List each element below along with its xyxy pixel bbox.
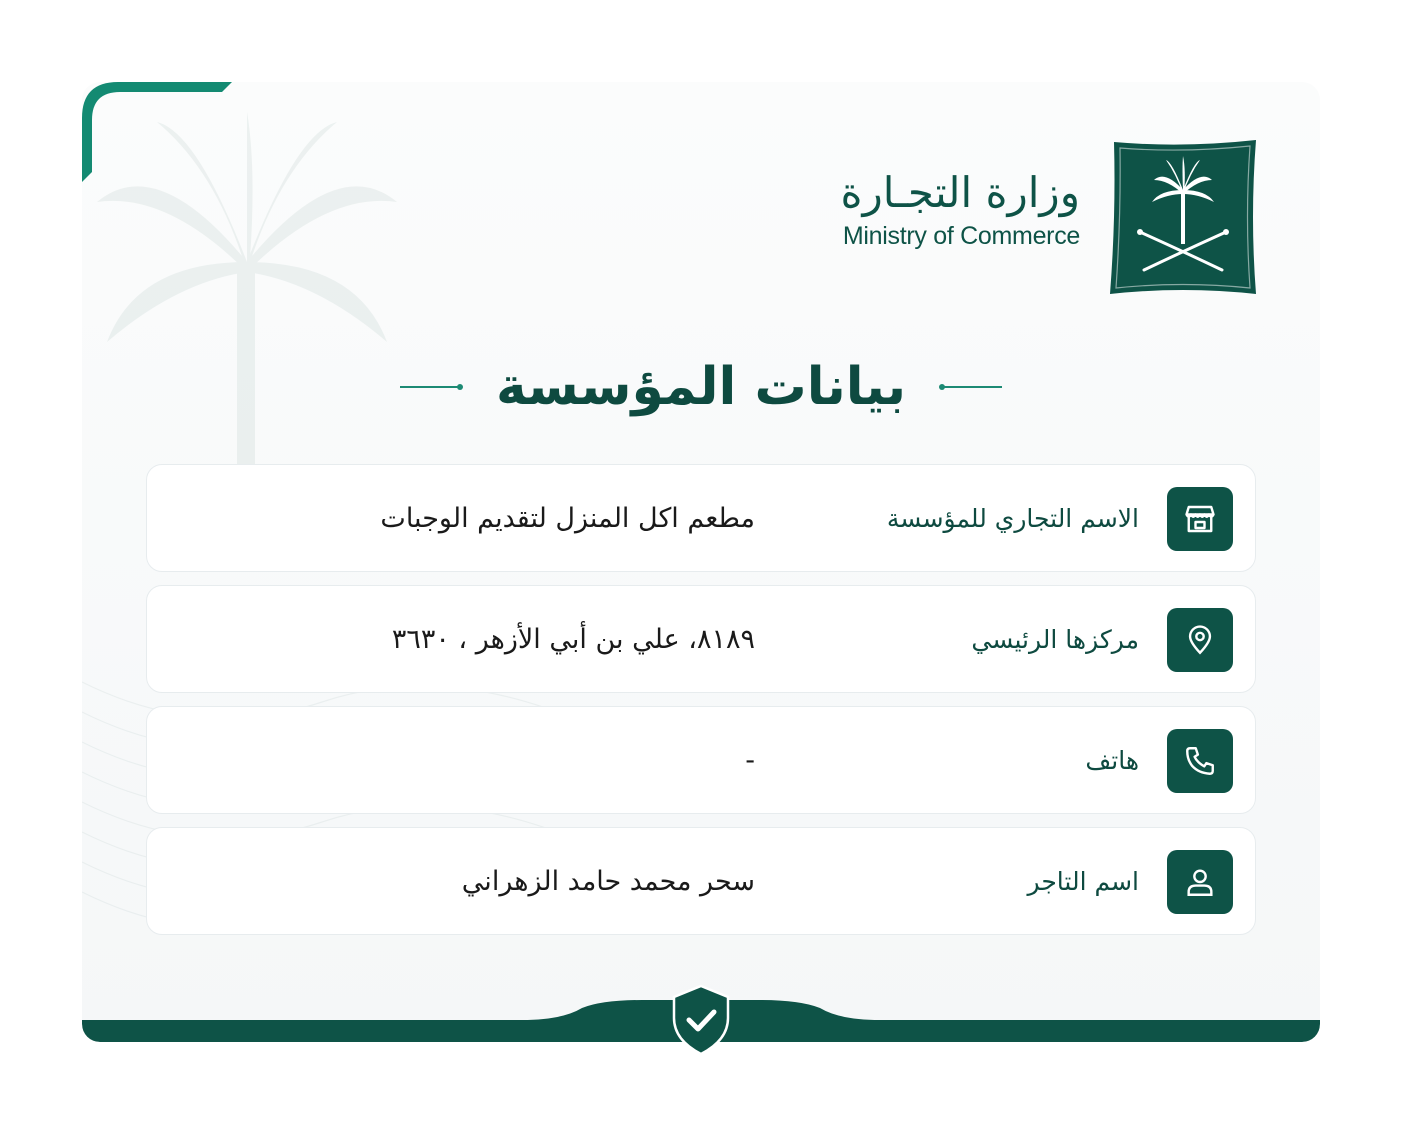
ministry-name [840,170,1080,251]
palm-swords-emblem-icon [1110,140,1256,294]
info-rows [146,464,1256,948]
page-title-row [82,352,1320,422]
store-icon [1167,487,1233,551]
row-value: ٨١٨٩، علي بن أبي الأزهر ، ٣٦٣٠ [391,623,755,655]
ministry-name-ar: وزارة التجـارة [840,168,1080,217]
row-label: هاتف [1085,745,1139,775]
info-row-headquarters [146,585,1256,693]
row-value: مطعم اكل المنزل لتقديم الوجبات [380,502,755,534]
location-pin-icon [1167,608,1233,672]
phone-icon [1167,729,1233,793]
info-row-phone [146,706,1256,814]
shield-check-icon [670,984,732,1056]
row-label: مركزها الرئيسي [971,624,1139,654]
establishment-card [82,82,1320,1042]
title-divider-right [942,386,1002,388]
row-label: اسم التاجر [1027,866,1139,896]
row-label: الاسم التجاري للمؤسسة [886,503,1139,533]
title-divider-left [400,386,460,388]
page-title: بيانات المؤسسة [495,357,907,417]
user-icon [1167,850,1233,914]
row-value: - [745,744,755,776]
ministry-name-en: Ministry of Commerce [842,222,1080,251]
palm-watermark-icon [92,112,402,492]
row-value: سحر محمد حامد الزهراني [461,865,755,897]
info-row-trade-name [146,464,1256,572]
info-row-merchant-name [146,827,1256,935]
